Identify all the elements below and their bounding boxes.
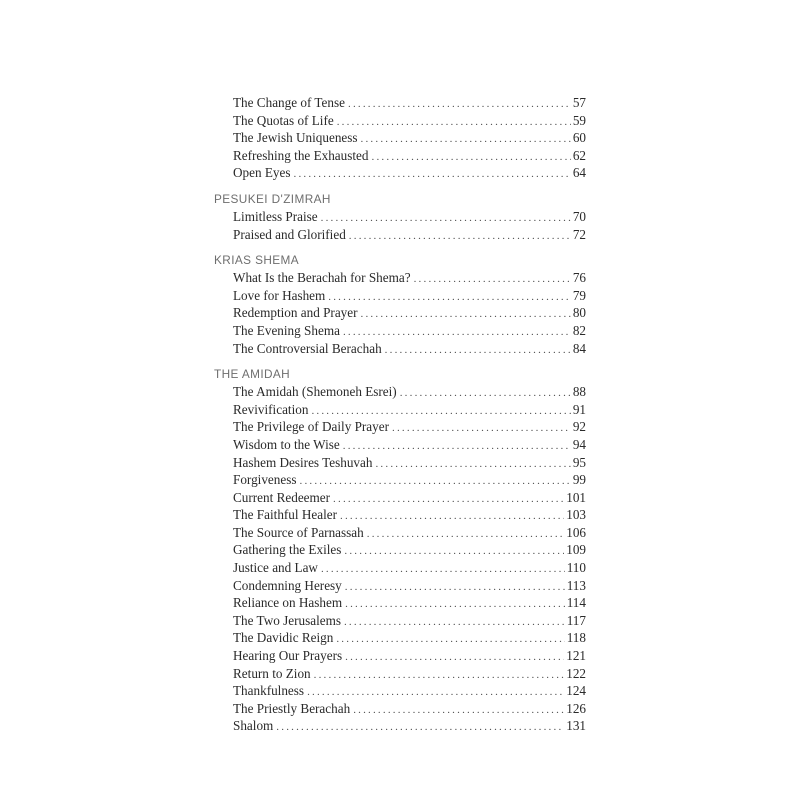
entry-page-number: 82 <box>572 322 586 338</box>
toc-entry <box>233 612 586 630</box>
entry-page-number: 101 <box>566 489 586 505</box>
entry-page-number: 126 <box>566 700 586 716</box>
entry-page-number: 124 <box>566 683 586 699</box>
toc-entry <box>233 700 586 718</box>
dot-leader <box>344 543 564 561</box>
entry-title: The Source of Parnassah <box>233 524 364 540</box>
entry-page-number: 59 <box>572 112 586 128</box>
entry-title: The Davidic Reign <box>233 630 334 646</box>
table-of-contents <box>214 94 586 735</box>
toc-entry <box>233 717 586 735</box>
toc-entry <box>233 287 586 305</box>
entry-page-number: 70 <box>572 208 586 224</box>
toc-entry <box>233 559 586 577</box>
dot-leader <box>392 420 571 438</box>
toc-entry <box>233 147 586 165</box>
dot-leader <box>400 385 571 403</box>
entry-title: Forgiveness <box>233 472 297 488</box>
toc-entry <box>233 383 586 401</box>
entry-title: Shalom <box>233 718 274 734</box>
dot-leader <box>375 456 570 474</box>
entry-page-number: 109 <box>566 542 586 558</box>
dot-leader <box>353 702 564 720</box>
toc-entry <box>233 629 586 647</box>
entry-title: Limitless Praise <box>233 208 318 224</box>
toc-section <box>214 365 586 735</box>
entry-page-number: 113 <box>566 577 586 593</box>
toc-section <box>214 190 586 243</box>
toc-entry <box>233 594 586 612</box>
entry-page-number: 62 <box>572 147 586 163</box>
entry-page-number: 79 <box>572 287 586 303</box>
entry-title: Revivification <box>233 401 309 417</box>
dot-leader <box>345 579 565 597</box>
entry-title: Current Redeemer <box>233 489 331 505</box>
entry-title: Justice and Law <box>233 560 318 576</box>
dot-leader <box>349 228 571 246</box>
entry-title: The Change of Tense <box>233 95 345 110</box>
dot-leader <box>333 491 564 509</box>
entry-title: The Jewish Uniqueness <box>233 130 358 146</box>
dot-leader <box>372 149 571 167</box>
entry-title: Love for Hashem <box>233 287 326 303</box>
dot-leader <box>336 631 564 649</box>
toc-entry <box>233 226 586 244</box>
section-heading: KRIAS SHEMA <box>214 253 300 268</box>
toc-entry <box>233 577 586 595</box>
entry-page-number: 103 <box>566 507 586 523</box>
entry-title: Reliance on Hashem <box>233 595 343 611</box>
dot-leader <box>276 719 564 737</box>
entry-page-number: 64 <box>572 165 586 181</box>
entry-page-number: 121 <box>566 648 586 664</box>
toc-entry <box>233 94 586 112</box>
entry-title: Refreshing the Exhausted <box>233 147 369 163</box>
entry-page-number: 91 <box>572 401 586 417</box>
entry-page-number: 60 <box>572 130 586 146</box>
entry-title: Hashem Desires Teshuvah <box>233 454 373 470</box>
dot-leader <box>340 508 564 526</box>
toc-entry <box>233 269 586 287</box>
dot-leader <box>385 342 571 360</box>
entry-page-number: 76 <box>572 270 586 286</box>
toc-section <box>214 251 586 357</box>
entry-page-number: 80 <box>572 305 586 321</box>
toc-entry <box>233 208 586 226</box>
entry-title: Praised and Glorified <box>233 226 346 242</box>
entry-page-number: 131 <box>566 718 586 734</box>
section-heading: THE AMIDAH <box>214 367 291 382</box>
toc-entry <box>233 541 586 559</box>
toc-entry <box>233 304 586 322</box>
dot-leader <box>343 438 571 456</box>
entry-page-number: 114 <box>566 595 586 611</box>
entry-page-number: 94 <box>572 436 586 452</box>
entry-page-number: 99 <box>572 472 586 488</box>
dot-leader <box>314 667 565 685</box>
entry-title: The Evening Shema <box>233 322 340 338</box>
entry-page-number: 72 <box>572 226 586 242</box>
toc-entry <box>233 401 586 419</box>
toc-entry <box>233 524 586 542</box>
entry-page-number: 92 <box>572 419 586 435</box>
dot-leader <box>414 271 571 289</box>
entry-title: Condemning Heresy <box>233 577 342 593</box>
entry-page-number: 84 <box>572 340 586 356</box>
entry-title: Open Eyes <box>233 165 291 181</box>
toc-entry <box>233 164 586 182</box>
entry-title: The Two Jerusalems <box>233 612 341 628</box>
dot-leader <box>367 526 564 544</box>
toc-entry <box>233 489 586 507</box>
toc-entry <box>233 665 586 683</box>
entry-title: The Priestly Berachah <box>233 700 351 716</box>
entry-title: Hearing Our Prayers <box>233 648 343 664</box>
dot-leader <box>344 614 565 632</box>
dot-leader <box>300 473 571 491</box>
entry-title: Wisdom to the Wise <box>233 436 340 452</box>
toc-entry <box>233 436 586 454</box>
toc-entry <box>233 682 586 700</box>
entry-page-number: 95 <box>572 454 586 470</box>
entry-title: Redemption and Prayer <box>233 305 358 321</box>
dot-leader <box>345 596 565 614</box>
dot-leader <box>337 114 571 132</box>
toc-entry <box>233 322 586 340</box>
dot-leader <box>321 210 571 228</box>
dot-leader <box>361 131 571 149</box>
entry-page-number: 106 <box>566 524 586 540</box>
toc-entry <box>233 647 586 665</box>
entry-title: The Privilege of Daily Prayer <box>233 419 390 435</box>
toc-entry <box>233 418 586 436</box>
entry-page-number: 57 <box>572 95 586 110</box>
dot-leader <box>348 96 571 114</box>
toc-entry <box>233 112 586 130</box>
entry-title: What Is the Berachah for Shema? <box>233 270 411 286</box>
section-heading: PESUKEI D'ZIMRAH <box>214 191 331 206</box>
toc-entry <box>233 454 586 472</box>
entry-title: Thankfulness <box>233 683 305 699</box>
entry-title: Return to Zion <box>233 665 311 681</box>
entry-page-number: 118 <box>566 630 586 646</box>
dot-leader <box>294 166 571 184</box>
toc-entry <box>233 129 586 147</box>
entry-title: Gathering the Exiles <box>233 542 342 558</box>
entry-page-number: 122 <box>566 665 586 681</box>
entry-title: The Quotas of Life <box>233 112 334 128</box>
entry-page-number: 88 <box>572 384 586 400</box>
toc-entry <box>233 506 586 524</box>
toc-section <box>214 94 586 182</box>
toc-entry <box>233 340 586 358</box>
entry-page-number: 117 <box>566 612 586 628</box>
entry-page-number: 110 <box>566 560 586 576</box>
entry-title: The Controversial Berachah <box>233 340 382 356</box>
dot-leader <box>361 306 571 324</box>
entry-title: The Faithful Healer <box>233 507 337 523</box>
dot-leader <box>345 649 564 667</box>
dot-leader <box>321 561 565 579</box>
toc-entry <box>233 471 586 489</box>
entry-title: The Amidah (Shemoneh Esrei) <box>233 384 397 400</box>
dot-leader <box>328 289 571 307</box>
